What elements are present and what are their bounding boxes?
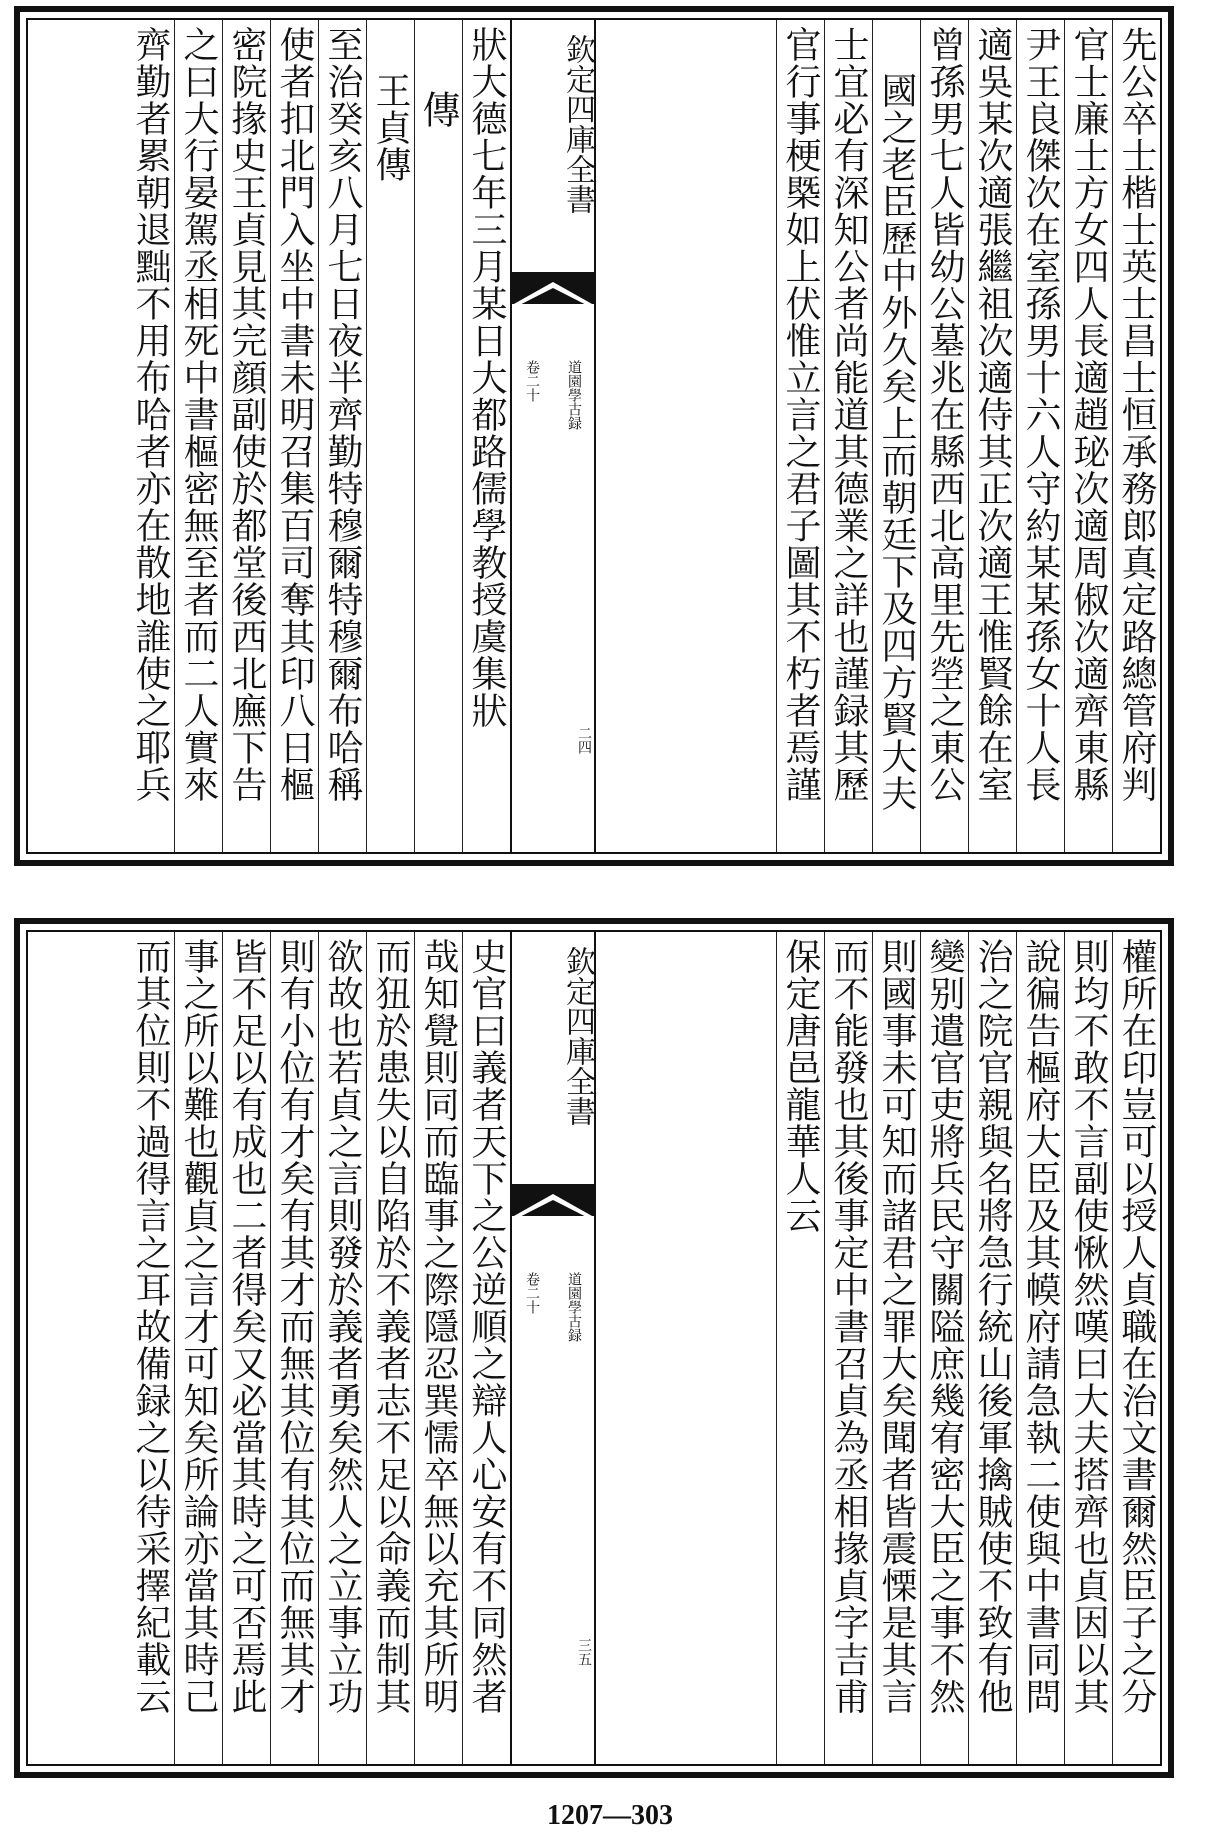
text-column: 狀大德七年三月某日大都路儒學教授虞集狀 <box>462 20 510 852</box>
text-column: 之曰大行晏駕丞相死中書樞密無至者而二人實來 <box>174 20 222 852</box>
text-column: 則均不敢不言副使愀然嘆曰大夫搭齊也貞因以其 <box>1064 932 1112 1764</box>
text-column: 先公卒士楷士英士昌士恒承務郎真定路總管府判 <box>1112 20 1160 852</box>
text-column: 尹王良傑次在室孫男十六人守約某某孫女十人長 <box>1016 20 1064 852</box>
gutter-meta <box>524 360 582 430</box>
text-column: 哉知覺則同而臨事之際隱忍巽懦卒無以充其所明 <box>414 932 462 1764</box>
text-column: 國之老臣歷中外久矣上而朝廷下及四方賢大夫 <box>872 20 920 852</box>
text-column: 說徧告樞府大臣及其幙府請急執二使與中書同問 <box>1016 932 1064 1764</box>
text-column: 則有小位有才矣有其才而無其位有其位而無其才 <box>270 932 318 1764</box>
gutter-meta <box>524 1272 582 1342</box>
book-title: 道園學古録 <box>566 360 582 430</box>
text-column: 而其位則不過得言之耳故備録之以待采擇紀載云 <box>130 938 171 1715</box>
upper-left-half <box>28 20 510 852</box>
volume-label: 卷二十 <box>524 360 540 402</box>
text-column: 而不能發也其後事定中書召貞為丞相掾貞字吉甫 <box>824 932 872 1764</box>
text-column: 士宜必有深知公者尚能道其德業之詳也謹録其歷 <box>824 20 872 852</box>
lower-right-half <box>582 932 1160 1764</box>
text-column: 齊勤者累朝退黜不用布哈者亦在散地誰使之耶兵 <box>130 26 171 803</box>
folio-number: 三五 <box>576 1638 592 1666</box>
text-column: 權所在印豈可以授人貞職在治文書爾然臣子之分 <box>1112 932 1160 1764</box>
center-gutter <box>510 932 596 1764</box>
text-column: 則國事未可知而諸君之罪大矣聞者皆震慄是其言 <box>872 932 920 1764</box>
text-column: 史官曰義者天下之公逆順之辯人心安有不同然者 <box>462 932 510 1764</box>
upper-page-frame <box>26 18 1162 854</box>
fishtail-mark-icon <box>512 1184 594 1216</box>
lower-page <box>14 918 1174 1778</box>
text-column: 治之院官親與名將急行統山後軍擒賊使不致有他 <box>968 932 1016 1764</box>
text-column: 欲故也若貞之言則發於義者勇矣然人之立事立功 <box>318 932 366 1764</box>
text-column: 適吳某次適張繼祖次適侍其正次適王惟賢餘在室 <box>968 20 1016 852</box>
section-heading: 傳 <box>414 20 462 852</box>
text-column: 保定唐邑龍華人云 <box>776 932 824 1764</box>
text-column: 官士廉士方女四人長適趙珌次適周俶次適齊東縣 <box>1064 20 1112 852</box>
series-title-text: 欽定四庫全書 <box>560 946 595 1126</box>
text-column: 變别遣官吏將兵民守關隘庶幾宥密大臣之事不然 <box>920 932 968 1764</box>
text-column: 官行事梗槩如上伏惟立言之君子圖其不朽者焉謹 <box>776 20 824 852</box>
lower-left-half <box>28 932 510 1764</box>
text-column: 使者扣北門入坐中書未明召集百司奪其印八日樞 <box>270 20 318 852</box>
text-column: 至治癸亥八月七日夜半齊勤特穆爾特穆爾布哈稱 <box>318 20 366 852</box>
upper-right-half <box>582 20 1160 852</box>
lower-page-frame <box>26 930 1162 1766</box>
page-number: 1207—303 <box>547 1800 673 1831</box>
center-gutter <box>510 20 596 852</box>
text-column: 而狃於患失以自陷於不義者志不足以命義而制其 <box>366 932 414 1764</box>
fishtail-mark-icon <box>512 272 594 304</box>
volume-label: 卷二十 <box>524 1272 540 1314</box>
series-title-text: 欽定四庫全書 <box>560 34 595 214</box>
book-series-title <box>512 24 594 224</box>
text-column: 皆不足以有成也二者得矣又必當其時之可否焉此 <box>222 932 270 1764</box>
folio-number: 二四 <box>576 726 592 754</box>
book-title: 道園學古録 <box>566 1272 582 1342</box>
chapter-title: 王貞傳 <box>366 20 414 852</box>
upper-page <box>14 6 1174 866</box>
book-series-title <box>512 936 594 1136</box>
text-column: 曾孫男七人皆幼公墓兆在縣西北高里先塋之東公 <box>920 20 968 852</box>
text-column: 事之所以難也觀貞之言才可知矣所論亦當其時己 <box>174 932 222 1764</box>
text-column: 密院掾史王貞見其完顔副使於都堂後西北廡下告 <box>222 20 270 852</box>
